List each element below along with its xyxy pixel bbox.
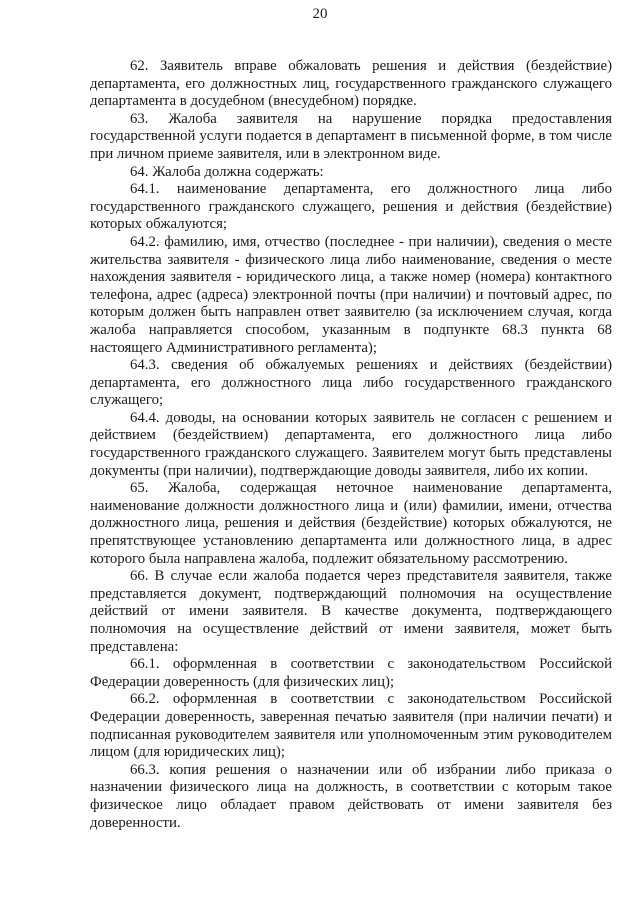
paragraph-66-3: 66.3. копия решения о назначении или об избрании либо приказа о назначении физического лица на должность, в соответствии с которым такое физическое лицо обладает правом действовать от имени заявителя без доверенности.	[90, 761, 612, 831]
page-number: 20	[312, 6, 328, 22]
paragraph-64-3: 64.3. сведения об обжалуемых решениях и действиях (бездействии) департамента, его должностного лица либо государственного гражданского служащего;	[90, 357, 612, 409]
paragraph-64-1: 64.1. наименование департамента, его должностного лица либо государственного гражданского служащего, решения и действия (бездействие) которых обжалуются;	[90, 181, 612, 233]
paragraph-65: 65. Жалоба, содержащая неточное наименование департамента, наименование должности должностного лица и (или) фамилии, имени, отчества должностного лица, решения и действия (бездействие) которых обжалуются, не препятствующее установлению департамента или должностного лица, в адрес которого была направлена жалоба, подлежит обязательному рассмотрению.	[90, 480, 612, 567]
paragraph-63: 63. Жалоба заявителя на нарушение порядка предоставления государственной услуги подается в департамент в письменной форме, в том числе при личном приеме заявителя, или в электронном виде.	[90, 110, 612, 162]
document-body	[90, 58, 612, 832]
paragraph-64-4: 64.4. доводы, на основании которых заявитель не согласен с решением и действием (бездействием) департамента, его должностного лица либо государственного гражданского служащего. Заявителем могут быть представлены документы (при наличии), подтверждающие доводы заявителя, либо их копии.	[90, 409, 612, 479]
paragraph-64-2: 64.2. фамилию, имя, отчество (последнее - при наличии), сведения о месте жительства заявителя - физического лица либо наименование, сведения о месте нахождения заявителя - юридического лица, а также номер (номера) контактного телефона, адрес (адреса) электронной почты (при наличии) и почтовый адрес, по которым должен быть направлен ответ заявителю (за исключением случая, когда жалоба направляется способом, указанным в подпункте 68.3 пункта 68 настоящего Административного регламента);	[90, 233, 612, 356]
paragraph-66-2: 66.2. оформленная в соответствии с законодательством Российской Федерации доверенность, заверенная печатью заявителя (при наличии печати) и подписанная руководителем заявителя или уполномоченным этим руководителем лицом (для юридических лиц);	[90, 691, 612, 761]
paragraph-64: 64. Жалоба должна содержать:	[130, 163, 324, 180]
paragraph-62: 62. Заявитель вправе обжаловать решения и действия (бездействие) департамента, его должностных лиц, государственного гражданского служащего департамента в досудебном (внесудебном) порядке.	[90, 58, 612, 110]
paragraph-66: 66. В случае если жалоба подается через представителя заявителя, также представляется документ, подтверждающий полномочия на осуществление действий от имени заявителя. В качестве документа, подтверждающего полномочия на осуществление действий от имени заявителя, может быть представлена:	[90, 568, 612, 655]
paragraph-66-1: 66.1. оформленная в соответствии с законодательством Российской Федерации доверенность (для физических лиц);	[90, 656, 612, 690]
